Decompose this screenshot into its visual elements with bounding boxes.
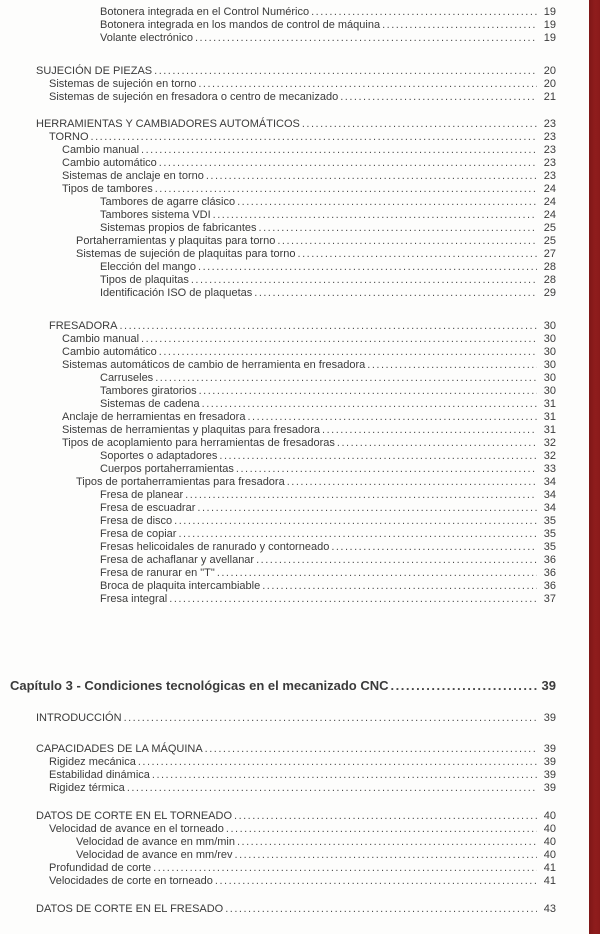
toc-entry-page: 31 [543, 411, 556, 423]
toc-entry-page: 29 [543, 287, 556, 299]
toc-entry [0, 398, 556, 411]
toc-dot-leader [191, 274, 537, 287]
toc-entry-page: 24 [543, 183, 556, 195]
toc-dot-leader [154, 65, 537, 78]
toc-entry-label: Cuerpos portaherramientas [100, 463, 234, 475]
toc-entry [0, 678, 556, 694]
toc-entry [0, 528, 556, 541]
toc-entry-page: 19 [543, 6, 556, 18]
toc-entry-page: 20 [543, 65, 556, 77]
toc-entry [0, 756, 556, 769]
toc-entry-page: 39 [543, 769, 556, 781]
toc-entry-label: Sistemas de herramientas y plaquitas para fresadora [62, 424, 321, 436]
toc-entry-page: 23 [543, 157, 556, 169]
toc-dot-leader [197, 502, 537, 515]
toc-entry-label: Fresa de copiar [100, 528, 177, 540]
toc-entry [0, 385, 556, 398]
toc-entry-label: Sistemas de sujeción de plaquitas para torno [76, 248, 296, 260]
toc-entry-page: 36 [543, 567, 556, 579]
toc-entry-page: 31 [543, 424, 556, 436]
toc-dot-leader [237, 196, 537, 209]
toc-entry [0, 32, 556, 45]
toc-entry-page: 35 [543, 528, 556, 540]
toc-entry-page: 24 [543, 209, 556, 221]
toc-entry [0, 502, 556, 515]
toc-entry [0, 320, 556, 333]
toc-dot-leader [287, 476, 537, 489]
toc-entry [0, 554, 556, 567]
toc-entry-label: Anclaje de herramientas en fresadora [62, 411, 246, 423]
toc-entry [0, 743, 556, 756]
toc-entry [0, 6, 556, 19]
toc-dot-leader [91, 131, 537, 144]
toc-dot-leader [155, 183, 537, 196]
toc-entry-label: Velocidad de avance en mm/min [76, 836, 235, 848]
toc-entry-page: 39 [543, 782, 556, 794]
toc-entry-label: Cambio automático [62, 346, 157, 358]
toc-entry-label: Sistemas automáticos de cambio de herramienta en fresadora [62, 359, 366, 371]
toc-entry-label: Rigidez mecánica [49, 756, 136, 768]
toc-entry-page: 25 [543, 235, 556, 247]
toc-entry [0, 346, 556, 359]
toc-dot-leader [215, 875, 537, 888]
toc-entry [0, 131, 556, 144]
toc-entry [0, 78, 556, 91]
toc-entry [0, 91, 556, 104]
toc-entry-page: 32 [543, 437, 556, 449]
toc-entry-label: HERRAMIENTAS Y CAMBIADORES AUTOMÁTICOS [36, 118, 300, 130]
toc-dot-leader [337, 437, 537, 450]
toc-entry-label: Fresa de achaflanar y avellanar [100, 554, 255, 566]
toc-entry-page: 43 [543, 903, 556, 915]
toc-entry-label: Sistemas de anclaje en torno [62, 170, 204, 182]
toc-entry-label: Tambores giratorios [100, 385, 197, 397]
toc-entry [0, 372, 556, 385]
toc-entry-page: 41 [543, 862, 556, 874]
table-of-contents [0, 6, 556, 916]
toc-dot-leader [262, 580, 537, 593]
toc-dot-leader [391, 678, 537, 694]
toc-entry-page: 40 [543, 836, 556, 848]
toc-entry [0, 593, 556, 606]
toc-entry-label: Elección del mango [100, 261, 197, 273]
toc-entry-page: 19 [543, 19, 556, 31]
toc-entry-label: Cambio automático [62, 157, 157, 169]
toc-dot-leader [259, 222, 537, 235]
toc-entry [0, 849, 556, 862]
toc-entry [0, 769, 556, 782]
toc-dot-leader [340, 91, 537, 104]
toc-entry-label: Broca de plaquita intercambiable [100, 580, 261, 592]
toc-entry-label: Cambio manual [62, 144, 140, 156]
toc-dot-leader [206, 170, 537, 183]
toc-entry-page: 21 [543, 91, 556, 103]
toc-dot-leader [382, 19, 537, 32]
toc-entry [0, 19, 556, 32]
toc-entry-label: Tipos de tambores [62, 183, 153, 195]
toc-entry-page: 35 [543, 515, 556, 527]
toc-dot-leader [256, 554, 537, 567]
toc-entry-label: Soportes o adaptadores [100, 450, 218, 462]
toc-entry-label: Fresa integral [100, 593, 168, 605]
toc-entry [0, 287, 556, 300]
toc-entry [0, 437, 556, 450]
toc-entry-page: 34 [543, 476, 556, 488]
toc-entry-label: DATOS DE CORTE EN EL TORNEADO [36, 810, 233, 822]
toc-entry-label: Rigidez térmica [49, 782, 125, 794]
toc-entry [0, 209, 556, 222]
toc-entry-label: Cambio manual [62, 333, 140, 345]
toc-entry [0, 261, 556, 274]
toc-entry-label: Identificación ISO de plaquetas [100, 287, 253, 299]
toc-dot-leader [311, 6, 537, 19]
toc-entry-page: 30 [543, 346, 556, 358]
toc-dot-leader [119, 320, 537, 333]
toc-entry [0, 222, 556, 235]
toc-entry [0, 823, 556, 836]
toc-entry-page: 36 [543, 554, 556, 566]
toc-dot-leader [219, 450, 537, 463]
toc-entry-label: Velocidad de avance en mm/rev [76, 849, 233, 861]
toc-entry [0, 450, 556, 463]
toc-entry-page: 27 [543, 248, 556, 260]
toc-entry-page: 23 [543, 170, 556, 182]
toc-entry-page: 36 [543, 580, 556, 592]
toc-dot-leader [159, 157, 537, 170]
toc-dot-leader [185, 489, 537, 502]
toc-entry-label: Fresas helicoidales de ranurado y contorneado [100, 541, 330, 553]
toc-entry-page: 39 [543, 743, 556, 755]
toc-entry-page: 23 [543, 118, 556, 130]
toc-dot-leader [153, 862, 537, 875]
toc-entry-label: Volante electrónico [100, 32, 193, 44]
toc-entry [0, 580, 556, 593]
toc-dot-leader [174, 515, 537, 528]
toc-entry-page: 19 [543, 32, 556, 44]
toc-dot-leader [217, 567, 537, 580]
toc-entry-page: 40 [543, 810, 556, 822]
toc-entry-page: 39 [543, 712, 556, 724]
toc-entry [0, 810, 556, 823]
toc-dot-leader [127, 782, 537, 795]
toc-entry [0, 157, 556, 170]
toc-entry-page: 39 [543, 756, 556, 768]
toc-entry [0, 463, 556, 476]
toc-entry-label: Profundidad de corte [49, 862, 152, 874]
toc-dot-leader [213, 209, 537, 222]
toc-dot-leader [237, 836, 537, 849]
toc-entry [0, 712, 556, 725]
toc-entry-page: 30 [543, 385, 556, 397]
book-edge-strip [589, 0, 600, 934]
toc-entry [0, 274, 556, 287]
toc-entry [0, 333, 556, 346]
toc-dot-leader [331, 541, 537, 554]
toc-entry-label: Velocidad de avance en el torneado [49, 823, 224, 835]
toc-entry [0, 476, 556, 489]
toc-entry [0, 903, 556, 916]
toc-entry-label: Velocidades de corte en torneado [49, 875, 213, 887]
toc-entry-page: 37 [543, 593, 556, 605]
toc-entry [0, 183, 556, 196]
toc-entry-label: Tambores de agarre clásico [100, 196, 236, 208]
toc-entry [0, 515, 556, 528]
toc-dot-leader [198, 78, 537, 91]
toc-entry-page: 40 [543, 849, 556, 861]
toc-dot-leader [138, 756, 537, 769]
toc-entry-label: FRESADORA [49, 320, 118, 332]
toc-entry [0, 248, 556, 261]
toc-entry-label: Portaherramientas y plaquitas para torno [76, 235, 276, 247]
toc-entry [0, 170, 556, 183]
toc-entry-label: TORNO [49, 131, 89, 143]
toc-entry-label: INTRODUCCIÓN [36, 712, 122, 724]
toc-entry-page: 30 [543, 333, 556, 345]
toc-entry [0, 541, 556, 554]
toc-dot-leader [302, 118, 537, 131]
toc-entry [0, 235, 556, 248]
toc-dot-leader [124, 712, 537, 725]
toc-entry-page: 28 [543, 261, 556, 273]
toc-dot-leader [152, 769, 537, 782]
toc-entry-page: 23 [543, 144, 556, 156]
toc-entry-page: 20 [543, 78, 556, 90]
toc-entry-label: Estabilidad dinámica [49, 769, 150, 781]
toc-entry-label: SUJECIÓN DE PIEZAS [36, 65, 153, 77]
toc-dot-leader [234, 810, 537, 823]
toc-entry-label: Fresa de ranurar en "T" [100, 567, 215, 579]
toc-entry-page: 40 [543, 823, 556, 835]
toc-dot-leader [254, 287, 537, 300]
toc-entry [0, 424, 556, 437]
toc-entry-page: 35 [543, 541, 556, 553]
toc-entry [0, 489, 556, 502]
toc-dot-leader [226, 823, 537, 836]
toc-dot-leader [195, 32, 537, 45]
toc-entry-page: 34 [543, 489, 556, 501]
toc-entry [0, 65, 556, 78]
toc-dot-leader [159, 346, 537, 359]
toc-dot-leader [178, 528, 537, 541]
toc-entry-label: Fresa de disco [100, 515, 173, 527]
toc-entry-label: Botonera integrada en los mandos de control de máquina [100, 19, 381, 31]
toc-entry [0, 875, 556, 888]
toc-entry-page: 31 [543, 398, 556, 410]
toc-entry [0, 862, 556, 875]
toc-entry-page: 28 [543, 274, 556, 286]
toc-dot-leader [322, 424, 537, 437]
toc-entry-label: DATOS DE CORTE EN EL FRESADO [36, 903, 224, 915]
toc-entry-page: 30 [543, 359, 556, 371]
toc-dot-leader [205, 743, 537, 756]
toc-dot-leader [277, 235, 537, 248]
toc-entry-label: Capítulo 3 - Condiciones tecnológicas en el mecanizado CNC [10, 678, 389, 693]
toc-dot-leader [247, 411, 537, 424]
toc-entry-label: Fresa de escuadrar [100, 502, 196, 514]
toc-entry [0, 411, 556, 424]
toc-entry-page: 23 [543, 131, 556, 143]
toc-entry-label: Sistemas propios de fabricantes [100, 222, 257, 234]
toc-entry-page: 32 [543, 450, 556, 462]
toc-entry [0, 144, 556, 157]
toc-dot-leader [298, 248, 537, 261]
toc-entry-label: Botonera integrada en el Control Numérico [100, 6, 310, 18]
toc-entry-label: Carruseles [100, 372, 154, 384]
toc-dot-leader [367, 359, 537, 372]
toc-entry-page: 30 [543, 372, 556, 384]
toc-entry-page: 25 [543, 222, 556, 234]
toc-entry [0, 782, 556, 795]
toc-entry-page: 41 [543, 875, 556, 887]
toc-entry-page: 33 [543, 463, 556, 475]
toc-entry-label: CAPACIDADES DE LA MÁQUINA [36, 743, 203, 755]
toc-entry-label: Sistemas de sujeción en torno [49, 78, 197, 90]
toc-dot-leader [141, 333, 537, 346]
toc-entry-page: 30 [543, 320, 556, 332]
toc-entry-page: 34 [543, 502, 556, 514]
toc-dot-leader [169, 593, 537, 606]
toc-dot-leader [199, 385, 537, 398]
toc-dot-leader [141, 144, 537, 157]
toc-dot-leader [198, 261, 537, 274]
toc-dot-leader [235, 849, 537, 862]
toc-entry [0, 836, 556, 849]
toc-entry [0, 567, 556, 580]
toc-entry-label: Fresa de planear [100, 489, 184, 501]
toc-dot-leader [202, 398, 537, 411]
toc-dot-leader [225, 903, 537, 916]
toc-entry-label: Sistemas de cadena [100, 398, 200, 410]
toc-entry-label: Tipos de portaherramientas para fresadora [76, 476, 285, 488]
toc-entry-label: Tipos de plaquitas [100, 274, 189, 286]
toc-entry [0, 118, 556, 131]
toc-dot-leader [236, 463, 537, 476]
toc-entry-page: 24 [543, 196, 556, 208]
toc-entry-label: Tipos de acoplamiento para herramientas de fresadoras [62, 437, 335, 449]
toc-entry-page: 39 [541, 678, 556, 693]
toc-entry-label: Tambores sistema VDI [100, 209, 211, 221]
toc-entry [0, 359, 556, 372]
toc-entry-label: Sistemas de sujeción en fresadora o centro de mecanizado [49, 91, 339, 103]
toc-entry [0, 196, 556, 209]
toc-dot-leader [155, 372, 537, 385]
